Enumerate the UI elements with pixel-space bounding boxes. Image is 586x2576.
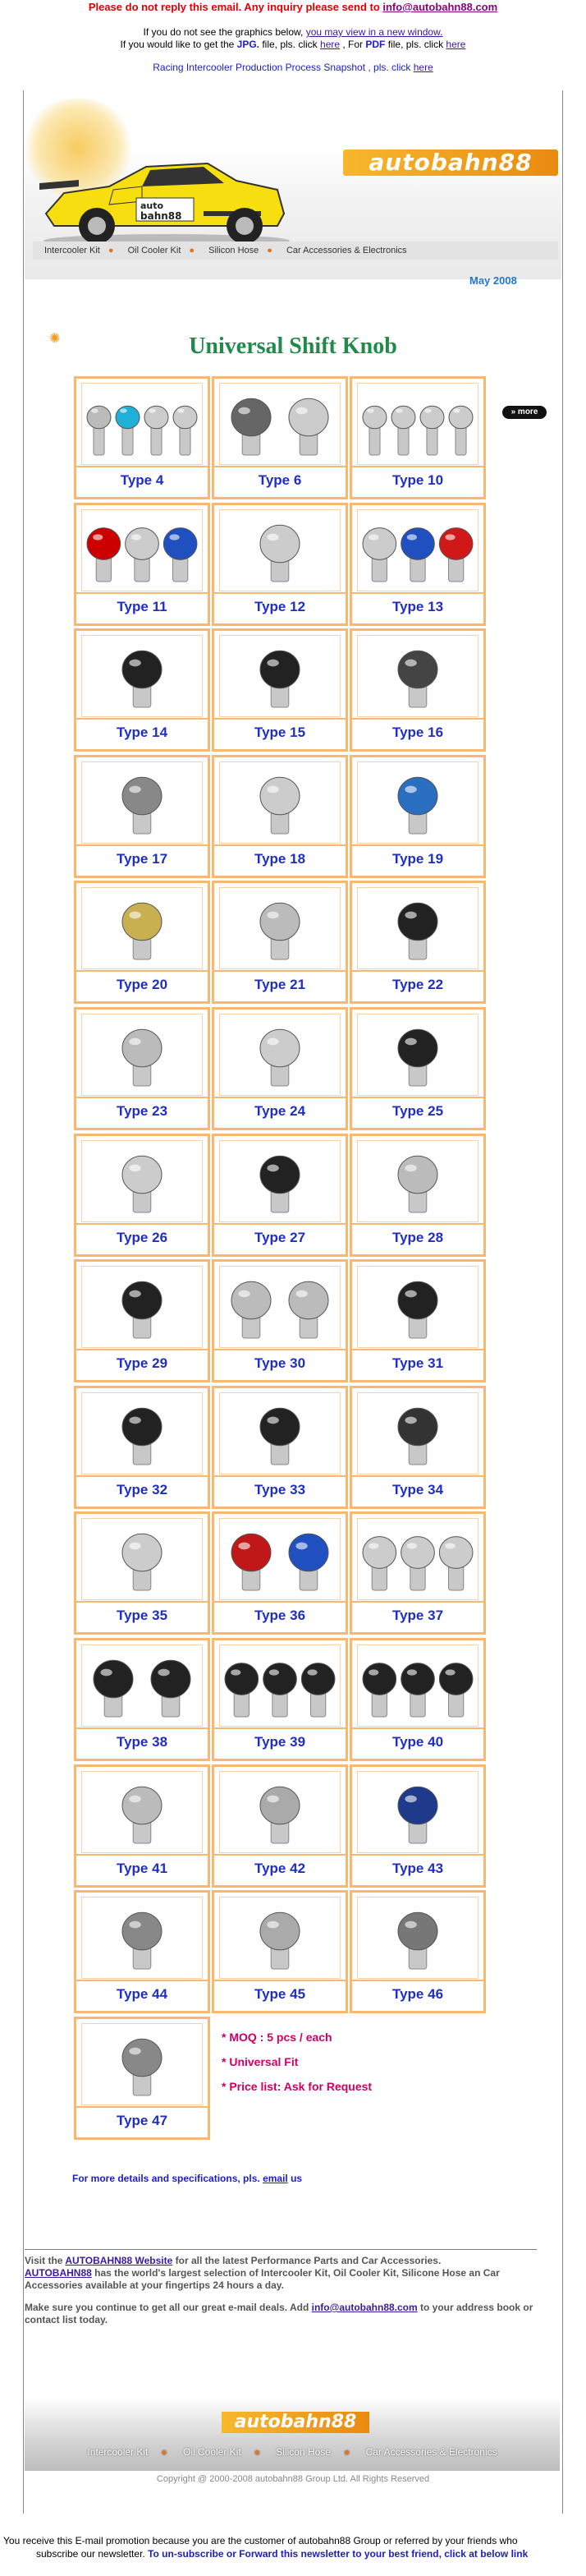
product-label[interactable]: Type 4	[120, 472, 164, 488]
shift-knob-image[interactable]	[219, 1897, 341, 1979]
product-label[interactable]: Type 45	[254, 1986, 306, 2002]
shift-knob-image[interactable]	[219, 887, 341, 969]
product-card[interactable]	[350, 1134, 486, 1257]
product-label[interactable]: Type 37	[391, 1608, 444, 1623]
product-label[interactable]: Type 46	[391, 1986, 444, 2002]
shift-knob-image[interactable]	[219, 1140, 341, 1222]
footer-nav-car-accessories[interactable]: Car Accessories & Electronics	[365, 2446, 497, 2458]
product-label[interactable]: Type 47	[116, 2113, 168, 2128]
product-label[interactable]: Type 41	[116, 1861, 168, 1876]
product-card[interactable]	[212, 881, 348, 1004]
shift-knob-image[interactable]	[357, 635, 478, 717]
card-divider	[214, 718, 346, 720]
product-label[interactable]: Type 21	[254, 977, 306, 992]
nav-bullet-icon: ●	[267, 246, 272, 255]
brand-link[interactable]: AUTOBAHN88	[25, 2267, 92, 2279]
product-label[interactable]: Type 34	[391, 1482, 444, 1497]
product-label[interactable]: Type 39	[254, 1734, 306, 1750]
shift-knob-icon	[85, 2026, 199, 2102]
product-card[interactable]	[212, 628, 348, 752]
shift-knob-image[interactable]	[81, 761, 203, 844]
jpg-link[interactable]: here	[320, 39, 341, 50]
product-card[interactable]	[350, 1259, 486, 1382]
product-card[interactable]	[212, 1386, 348, 1509]
shift-knob-icon	[222, 1017, 337, 1092]
shift-knob-icon	[85, 1269, 199, 1345]
shift-knob-image[interactable]	[219, 635, 341, 717]
shift-knob-icon	[85, 765, 199, 840]
nav-oil-cooler-kit[interactable]: Oil Cooler Kit	[127, 246, 181, 255]
product-card[interactable]	[74, 1259, 210, 1382]
shift-knob-image[interactable]	[219, 1392, 341, 1474]
shift-knob-image[interactable]	[357, 509, 478, 591]
nav-bullet-icon: ●	[254, 2446, 260, 2458]
card-divider	[352, 1475, 483, 1477]
product-card[interactable]	[350, 1386, 486, 1509]
shift-knob-icon	[85, 513, 199, 588]
card-divider	[214, 844, 346, 846]
card-divider	[214, 1223, 346, 1225]
card-divider	[214, 1349, 346, 1350]
shift-knob-icon	[222, 1521, 337, 1597]
product-label[interactable]: Type 27	[254, 1230, 306, 1245]
product-card[interactable]	[350, 881, 486, 1004]
product-label[interactable]: Type 11	[117, 599, 167, 614]
shift-knob-image[interactable]	[357, 1897, 478, 1979]
shift-knob-icon	[360, 1269, 475, 1345]
product-card[interactable]	[74, 2017, 210, 2140]
product-label[interactable]: Type 12	[254, 599, 306, 614]
shift-knob-image[interactable]	[357, 761, 478, 844]
footer-nav-intercooler-kit[interactable]: Intercooler Kit	[87, 2446, 149, 2458]
shift-knob-icon	[222, 1900, 337, 1976]
product-card[interactable]	[74, 1764, 210, 1888]
svg-text:auto: auto	[140, 200, 164, 211]
product-card[interactable]	[74, 755, 210, 878]
product-card[interactable]	[74, 503, 210, 626]
product-card[interactable]	[74, 881, 210, 1004]
header-banner	[25, 90, 561, 287]
product-label[interactable]: Type 35	[116, 1608, 168, 1623]
shift-knob-image[interactable]	[81, 1140, 203, 1222]
shift-knob-image[interactable]	[81, 1266, 203, 1348]
shift-knob-image[interactable]	[219, 761, 341, 844]
product-card[interactable]	[74, 376, 210, 499]
moq-text: * MOQ : 5 pcs / each	[222, 2031, 332, 2044]
shift-knob-icon	[85, 1648, 199, 1723]
shift-knob-image[interactable]	[357, 1266, 478, 1348]
card-divider	[76, 844, 208, 846]
product-label[interactable]: Type 18	[254, 851, 306, 867]
product-card[interactable]	[74, 1890, 210, 2013]
shift-knob-image[interactable]	[81, 2023, 203, 2105]
product-label[interactable]: Type 19	[391, 851, 444, 867]
add-contact-email-link[interactable]: info@autobahn88.com	[311, 2302, 418, 2313]
autobahn88-logo: autobahn88	[343, 150, 558, 176]
product-card[interactable]	[212, 1638, 348, 1761]
shift-knob-icon	[222, 1396, 337, 1471]
product-info	[222, 2025, 372, 2099]
shift-knob-icon	[360, 1143, 475, 1219]
product-label[interactable]: Type 31	[391, 1355, 444, 1371]
shift-knob-icon	[360, 1900, 475, 1976]
shift-knob-image[interactable]	[357, 1392, 478, 1474]
nav-silicon-hose[interactable]: Silicon Hose	[208, 246, 259, 255]
more-details-line: For more details and specifications, pls. email us	[72, 2173, 303, 2184]
card-divider	[352, 466, 483, 467]
racing-snapshot-line: Racing Intercooler Production Process Snapshot , pls. click here	[153, 62, 433, 73]
product-label[interactable]: Type 36	[254, 1608, 306, 1623]
product-card[interactable]	[350, 755, 486, 878]
svg-text:bahn88: bahn88	[140, 210, 182, 222]
product-label[interactable]: Type 25	[391, 1103, 444, 1119]
card-divider	[352, 1223, 483, 1225]
card-divider	[76, 718, 208, 720]
nav-bullet-icon: ●	[108, 246, 114, 255]
shift-knob-image[interactable]	[357, 1518, 478, 1600]
shift-knob-icon	[222, 890, 337, 966]
product-card[interactable]	[350, 1638, 486, 1761]
product-label[interactable]: Type 22	[391, 977, 444, 992]
card-divider	[76, 1475, 208, 1477]
shift-knob-icon	[85, 1521, 199, 1597]
product-label[interactable]: Type 26	[116, 1230, 168, 1245]
card-divider	[214, 1854, 346, 1856]
nav-intercooler-kit[interactable]: Intercooler Kit	[44, 246, 100, 255]
card-divider	[214, 1601, 346, 1603]
card-divider	[214, 1727, 346, 1729]
card-divider	[214, 1980, 346, 1981]
product-card[interactable]	[350, 503, 486, 626]
shift-knob-icon	[85, 890, 199, 966]
card-divider	[352, 718, 483, 720]
shift-knob-image[interactable]	[81, 509, 203, 591]
card-divider	[76, 1727, 208, 1729]
shift-knob-icon	[360, 386, 475, 462]
shift-knob-icon	[222, 765, 337, 840]
product-label[interactable]: Type 24	[254, 1103, 306, 1119]
product-card[interactable]	[74, 1134, 210, 1257]
shift-knob-icon	[222, 1269, 337, 1345]
shift-knob-image[interactable]	[357, 1014, 478, 1096]
view-in-window-link[interactable]: you may view in a new window.	[305, 26, 443, 38]
shift-knob-icon	[360, 638, 475, 714]
shift-knob-image[interactable]	[81, 1392, 203, 1474]
sparkle-icon: ✺	[49, 332, 61, 346]
card-divider	[76, 466, 208, 467]
card-divider	[352, 1601, 483, 1603]
card-divider	[214, 592, 346, 594]
pdf-link[interactable]: here	[446, 39, 466, 50]
view-in-window-line: If you do not see the graphics below, you may view in a new window.	[143, 26, 443, 38]
card-divider	[214, 466, 346, 467]
subscription-disclaimer: You receive this E-mail promotion because you are the customer of autobahn88 Group or referred by your friends who subscribe our newsletter. To un-subscribe or Forward this newsletter to your best friend, click at below link	[3, 2535, 529, 2560]
nav-bullet-icon: ●	[343, 2446, 350, 2458]
no-reply-warning: Please do not reply this email. Any inquiry please send to info@autobahn88.com	[88, 1, 498, 13]
shift-knob-image[interactable]	[81, 1771, 203, 1853]
product-card[interactable]	[212, 1764, 348, 1888]
shift-knob-image[interactable]	[357, 1140, 478, 1222]
shift-knob-image[interactable]	[81, 1014, 203, 1096]
shift-knob-icon	[360, 1396, 475, 1471]
product-label[interactable]: Type 30	[254, 1355, 306, 1371]
product-card[interactable]	[212, 1007, 348, 1130]
race-car-image	[31, 136, 294, 251]
website-link[interactable]: AUTOBAHN88 Website	[65, 2255, 173, 2266]
shift-knob-icon	[85, 1900, 199, 1976]
nav-car-accessories[interactable]: Car Accessories & Electronics	[286, 246, 407, 255]
card-divider	[76, 1223, 208, 1225]
shift-knob-icon	[85, 1396, 199, 1471]
card-divider	[76, 1349, 208, 1350]
product-card[interactable]	[350, 628, 486, 752]
product-label[interactable]: Type 29	[116, 1355, 168, 1371]
card-divider	[76, 1980, 208, 1981]
product-card[interactable]	[212, 755, 348, 878]
card-divider	[76, 1601, 208, 1603]
shift-knob-image[interactable]	[219, 1266, 341, 1348]
card-divider	[352, 1854, 483, 1856]
product-label[interactable]: Type 44	[116, 1986, 168, 2002]
product-card[interactable]	[350, 1890, 486, 2013]
product-label[interactable]: Type 32	[116, 1482, 168, 1497]
shift-knob-image[interactable]	[219, 383, 341, 465]
product-card[interactable]	[350, 1511, 486, 1635]
shift-knob-icon	[222, 1648, 337, 1723]
shift-knob-icon	[222, 386, 337, 462]
card-divider	[352, 844, 483, 846]
card-divider	[352, 970, 483, 972]
shift-knob-icon	[360, 890, 475, 966]
card-divider	[76, 970, 208, 972]
shift-knob-icon	[85, 1017, 199, 1092]
footer-nav	[25, 2446, 560, 2458]
shift-knob-icon	[222, 1774, 337, 1850]
shift-knob-icon	[85, 386, 199, 462]
shift-knob-image[interactable]	[357, 1771, 478, 1853]
footer-nav-silicon-hose[interactable]: Silicon Hose	[276, 2446, 331, 2458]
shift-knob-image[interactable]	[81, 383, 203, 465]
product-label[interactable]: Type 14	[116, 724, 168, 740]
shift-knob-image[interactable]	[357, 1644, 478, 1727]
nav-bullet-icon: ●	[161, 2446, 167, 2458]
product-label[interactable]: Type 17	[116, 851, 168, 867]
shift-knob-icon	[360, 1648, 475, 1723]
footer-banner	[25, 2397, 560, 2471]
product-card[interactable]	[212, 1511, 348, 1635]
product-card[interactable]	[74, 1007, 210, 1130]
card-divider	[76, 2106, 208, 2108]
product-label[interactable]: Type 38	[116, 1734, 168, 1750]
nav-bullet-icon: ●	[189, 246, 195, 255]
universal-fit-text: * Universal Fit	[222, 2055, 299, 2068]
shift-knob-image[interactable]	[357, 887, 478, 969]
card-divider	[214, 1475, 346, 1477]
shift-knob-image[interactable]	[81, 635, 203, 717]
shift-knob-icon	[360, 1017, 475, 1092]
product-label[interactable]: Type 42	[254, 1861, 306, 1876]
product-card[interactable]	[74, 1511, 210, 1635]
shift-knob-icon	[360, 1521, 475, 1597]
product-label[interactable]: Type 33	[254, 1482, 306, 1497]
shift-knob-icon	[222, 513, 337, 588]
product-label[interactable]: Type 23	[116, 1103, 168, 1119]
product-card[interactable]	[74, 1638, 210, 1761]
shift-knob-icon	[360, 1774, 475, 1850]
product-label[interactable]: Type 40	[391, 1734, 444, 1750]
shift-knob-image[interactable]	[81, 887, 203, 969]
more-button[interactable]: » more	[502, 406, 547, 419]
card-divider	[352, 1980, 483, 1981]
product-label[interactable]: Type 28	[391, 1230, 444, 1245]
product-card[interactable]	[350, 376, 486, 499]
product-label[interactable]: Type 20	[116, 977, 168, 992]
inquiry-email-link[interactable]: info@autobahn88.com	[382, 1, 498, 13]
product-card[interactable]	[74, 1386, 210, 1509]
shift-knob-image[interactable]	[357, 383, 478, 465]
product-label[interactable]: Type 10	[391, 472, 444, 488]
card-divider	[76, 1854, 208, 1856]
product-label[interactable]: Type 16	[391, 724, 444, 740]
shift-knob-image[interactable]	[219, 1014, 341, 1096]
product-card[interactable]	[212, 1890, 348, 2013]
footer-text: Visit the AUTOBAHN88 Website for all the latest Performance Parts and Car Accessories. AUTOBAHN88 has the world's largest selection of Intercooler Kit, Oil Cooler Kit, Silicone Hose an Car Accessories available at your fingertips 24 hours a day. Make sure you continue to get all our great e-mail deals. Add info@autobahn88.com to your address book or contact list today.	[25, 2255, 533, 2325]
footer-separator	[25, 2249, 537, 2250]
product-label[interactable]: Type 43	[391, 1861, 444, 1876]
product-label[interactable]: Type 6	[258, 472, 302, 488]
product-label[interactable]: Type 13	[391, 599, 444, 614]
product-card[interactable]	[212, 503, 348, 626]
shift-knob-icon	[222, 638, 337, 714]
shift-knob-icon	[85, 1774, 199, 1850]
card-divider	[76, 1097, 208, 1098]
card-divider	[352, 592, 483, 594]
copyright: Copyright @ 2000-2008 autobahn88 Group Ltd. All Rights Reserved	[156, 2474, 430, 2484]
issue-date: May 2008	[469, 274, 517, 287]
shift-knob-image[interactable]	[81, 1897, 203, 1979]
card-divider	[352, 1097, 483, 1098]
shift-knob-icon	[360, 513, 475, 588]
unsubscribe-forward-text[interactable]: To un-subscribe or Forward this newsletter to your best friend, click at below link	[148, 2548, 529, 2560]
card-divider	[214, 970, 346, 972]
product-card[interactable]	[212, 376, 348, 499]
card-divider	[352, 1727, 483, 1729]
product-label[interactable]: Type 15	[254, 724, 306, 740]
shift-knob-icon	[222, 1143, 337, 1219]
shift-knob-image[interactable]	[219, 1644, 341, 1727]
shift-knob-icon	[360, 765, 475, 840]
card-divider	[214, 1097, 346, 1098]
shift-knob-image[interactable]	[219, 509, 341, 591]
footer-nav-oil-cooler-kit[interactable]: Oil Cooler Kit	[183, 2446, 241, 2458]
card-divider	[76, 592, 208, 594]
shift-knob-image[interactable]	[219, 1518, 341, 1600]
page-title: Universal Shift Knob	[189, 334, 397, 359]
card-divider	[352, 1349, 483, 1350]
product-card[interactable]	[74, 628, 210, 752]
email-us-link[interactable]: email	[263, 2173, 288, 2184]
shift-knob-icon	[85, 1143, 199, 1219]
price-list-text: * Price list: Ask for Request	[222, 2080, 373, 2093]
shift-knob-image[interactable]	[81, 1644, 203, 1727]
product-card[interactable]	[212, 1259, 348, 1382]
racing-snapshot-link[interactable]: here	[413, 62, 433, 73]
product-card[interactable]	[350, 1764, 486, 1888]
header-nav	[33, 242, 558, 260]
shift-knob-image[interactable]	[219, 1771, 341, 1853]
footer-logo: autobahn88	[222, 2412, 369, 2433]
email-notice	[0, 0, 586, 74]
shift-knob-icon	[85, 638, 199, 714]
download-line: If you would like to get the JPG. file, pls. click here , For PDF file, pls. click here	[120, 39, 466, 50]
product-card[interactable]	[350, 1007, 486, 1130]
shift-knob-image[interactable]	[81, 1518, 203, 1600]
product-card[interactable]	[212, 1134, 348, 1257]
